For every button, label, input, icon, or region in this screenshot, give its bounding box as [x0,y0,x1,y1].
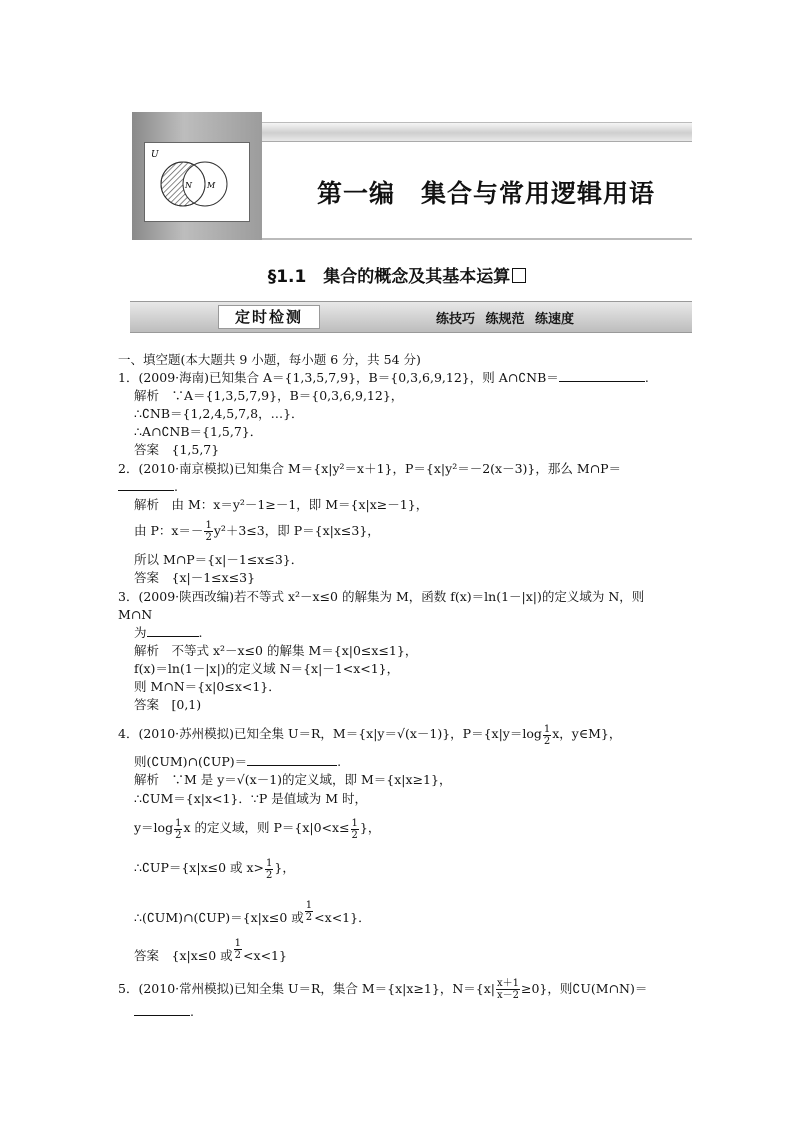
timed-test-label: 定时检测 [218,305,320,329]
fraction-numerator: 1 [266,858,273,869]
q4-sol4-a: ∴∁UP＝{x|x≤0 或 x> [134,860,265,875]
q2-sol2-b: y²＋3≤3，即 P＝{x|x≤3}， [213,523,380,538]
q2-answer: 答案 {x|－1≤x≤3} [134,570,256,585]
chapter-title: 第一编 集合与常用逻辑用语 [317,179,656,208]
fraction-denominator: 2 [175,830,182,841]
q3-answer: 答案 [0,1) [134,697,202,712]
q5-blank-line: . [134,1004,194,1020]
venn-diagram [144,142,250,222]
q1-solution-1: 解析 ∵A＝{1,3,5,7,9}，B＝{0,3,6,9,12}， [134,388,404,403]
fraction-half [305,900,313,923]
fraction-half [174,818,182,841]
q4-blank [247,765,337,766]
q3-wei: 为 [134,625,147,640]
q4-text-b: x，y∈M}， [552,726,622,741]
banner-top-bar [262,122,692,142]
q3-stem-2: M∩N [118,607,153,622]
venn-m-label: M [207,181,216,190]
fraction-denominator: x－2 [496,990,519,1001]
fraction-denominator: 2 [543,736,551,747]
q4-sol5-a: ∴(∁UM)∩(∁UP)＝{x|x≤0 或 [134,910,304,925]
q4-solution-2: ∴∁UM＝{x|x<1}．∵P 是值域为 M 时， [134,791,367,806]
part-heading: 一、填空题(本大题共 9 小题，每小题 6 分，共 54 分) [118,352,421,367]
q4-blank-line: 则(∁UM)∩(∁UP)＝ . [134,754,342,769]
fraction-numerator: 1 [351,818,358,829]
fraction-denominator: 2 [234,950,242,961]
q1-solution-2: ∴∁NB＝{1,2,4,5,7,8，…}． [134,406,304,421]
venn-u-label: U [151,150,159,160]
q2-sol2-a: 由 P：x＝－ [134,523,204,538]
fraction-numerator: 1 [205,520,212,531]
q4-solution-3 [134,818,380,841]
q4-sol5-b: <x<1}． [314,910,371,925]
fraction-denominator: 2 [305,912,313,923]
q3-solution-3: 则 M∩N＝{x|0≤x<1}． [134,679,281,694]
fraction-numerator: 1 [234,938,242,949]
q1-stem: 1．(2009·海南)已知集合 A＝{1,3,5,7,9}，B＝{0,3,6,9,12}，则 A∩∁NB＝ . [118,370,649,385]
q2-solution-1: 解析 由 M：x＝y²－1≥－1，即 M＝{x|x≥－1}， [134,497,429,512]
q5-text-b: ≥0}，则∁U(M∩N)＝ [521,981,648,996]
q2-blank [118,490,174,491]
section-title [0,262,794,287]
fraction-denominator: 2 [351,830,358,841]
fraction-half [351,818,359,841]
fraction-half [265,858,273,881]
chapter-banner [132,112,692,240]
q4-sol3-c: }， [359,820,381,835]
q2-stem: 2．(2010·南京模拟)已知集合 M＝{x|y²＝x＋1}，P＝{x|y²＝－2(x－3)}，那么 M∩P＝ [118,461,622,476]
banner-rule [262,238,692,240]
q4-answer [134,938,287,964]
q5-text-a: 5．(2010·常州模拟)已知全集 U＝R，集合 M＝{x|x≥1}，N＝{x| [118,981,495,996]
q5-blank [134,1015,190,1016]
section-title-text: §1.1 集合的概念及其基本运算 [267,267,511,287]
fraction-denominator: 2 [266,870,273,881]
fraction-numerator: 1 [543,724,551,735]
fraction-numerator: 1 [175,818,182,829]
q4-answer-b: <x<1} [243,948,287,963]
fraction-denominator: 2 [205,532,212,543]
q2-blank-line: . [118,479,178,495]
fraction-numerator: x＋1 [496,978,519,989]
q4-ask: 则(∁UM)∩(∁UP)＝ [134,754,248,769]
q3-blank-line: 为 . [134,625,203,640]
q3-blank [147,636,199,637]
q4-text-a: 4．(2010·苏州模拟)已知全集 U＝R，M＝{x|y＝√(x－1)}，P＝{x|y＝log [118,726,542,741]
q1-text: 1．(2009·海南)已知集合 A＝{1,3,5,7,9}，B＝{0,3,6,9,12}，则 A∩∁NB＝ [118,370,559,385]
fraction-half [234,938,242,961]
fraction-q5 [496,978,520,1001]
timed-test-motto: 练技巧 练规范 练速度 [436,312,575,327]
q2-solution-3: 所以 M∩P＝{x|－1≤x≤3}． [134,552,304,567]
q1-blank [559,381,645,382]
q4-answer-a: 答案 {x|x≤0 或 [134,948,233,963]
q3-solution-1: 解析 不等式 x²－x≤0 的解集 M＝{x|0≤x≤1}， [134,643,418,658]
fraction-half [204,520,212,543]
q4-solution-4 [134,858,295,881]
fraction-half [543,724,551,747]
q4-solution-5 [134,900,371,926]
q3-solution-2: f(x)＝ln(1－|x|)的定义域 N＝{x|－1<x<1}， [134,661,400,676]
fraction-numerator: 1 [305,900,313,911]
checkbox-glyph [512,268,526,283]
q4-stem [118,724,621,747]
q4-sol4-b: }， [274,860,295,875]
q1-solution-3: ∴A∩∁NB＝{1,5,7}． [134,424,263,439]
q4-solution-1: 解析 ∵M 是 y＝√(x－1)的定义域，即 M＝{x|x≥1}， [134,772,452,787]
q2-solution-2 [134,520,380,543]
q4-sol3-a: y＝log [134,820,174,835]
q4-sol3-b: x 的定义域，则 P＝{x|0<x≤ [183,820,350,835]
venn-n-label: N [185,181,192,190]
q3-stem: 3．(2009·陕西改编)若不等式 x²－x≤0 的解集为 M，函数 f(x)＝ln(1－|x|)的定义域为 N，则 [118,589,645,604]
q1-answer: 答案 {1,5,7} [134,442,220,457]
q5-stem [118,978,647,1001]
timed-test-bar [130,301,692,333]
